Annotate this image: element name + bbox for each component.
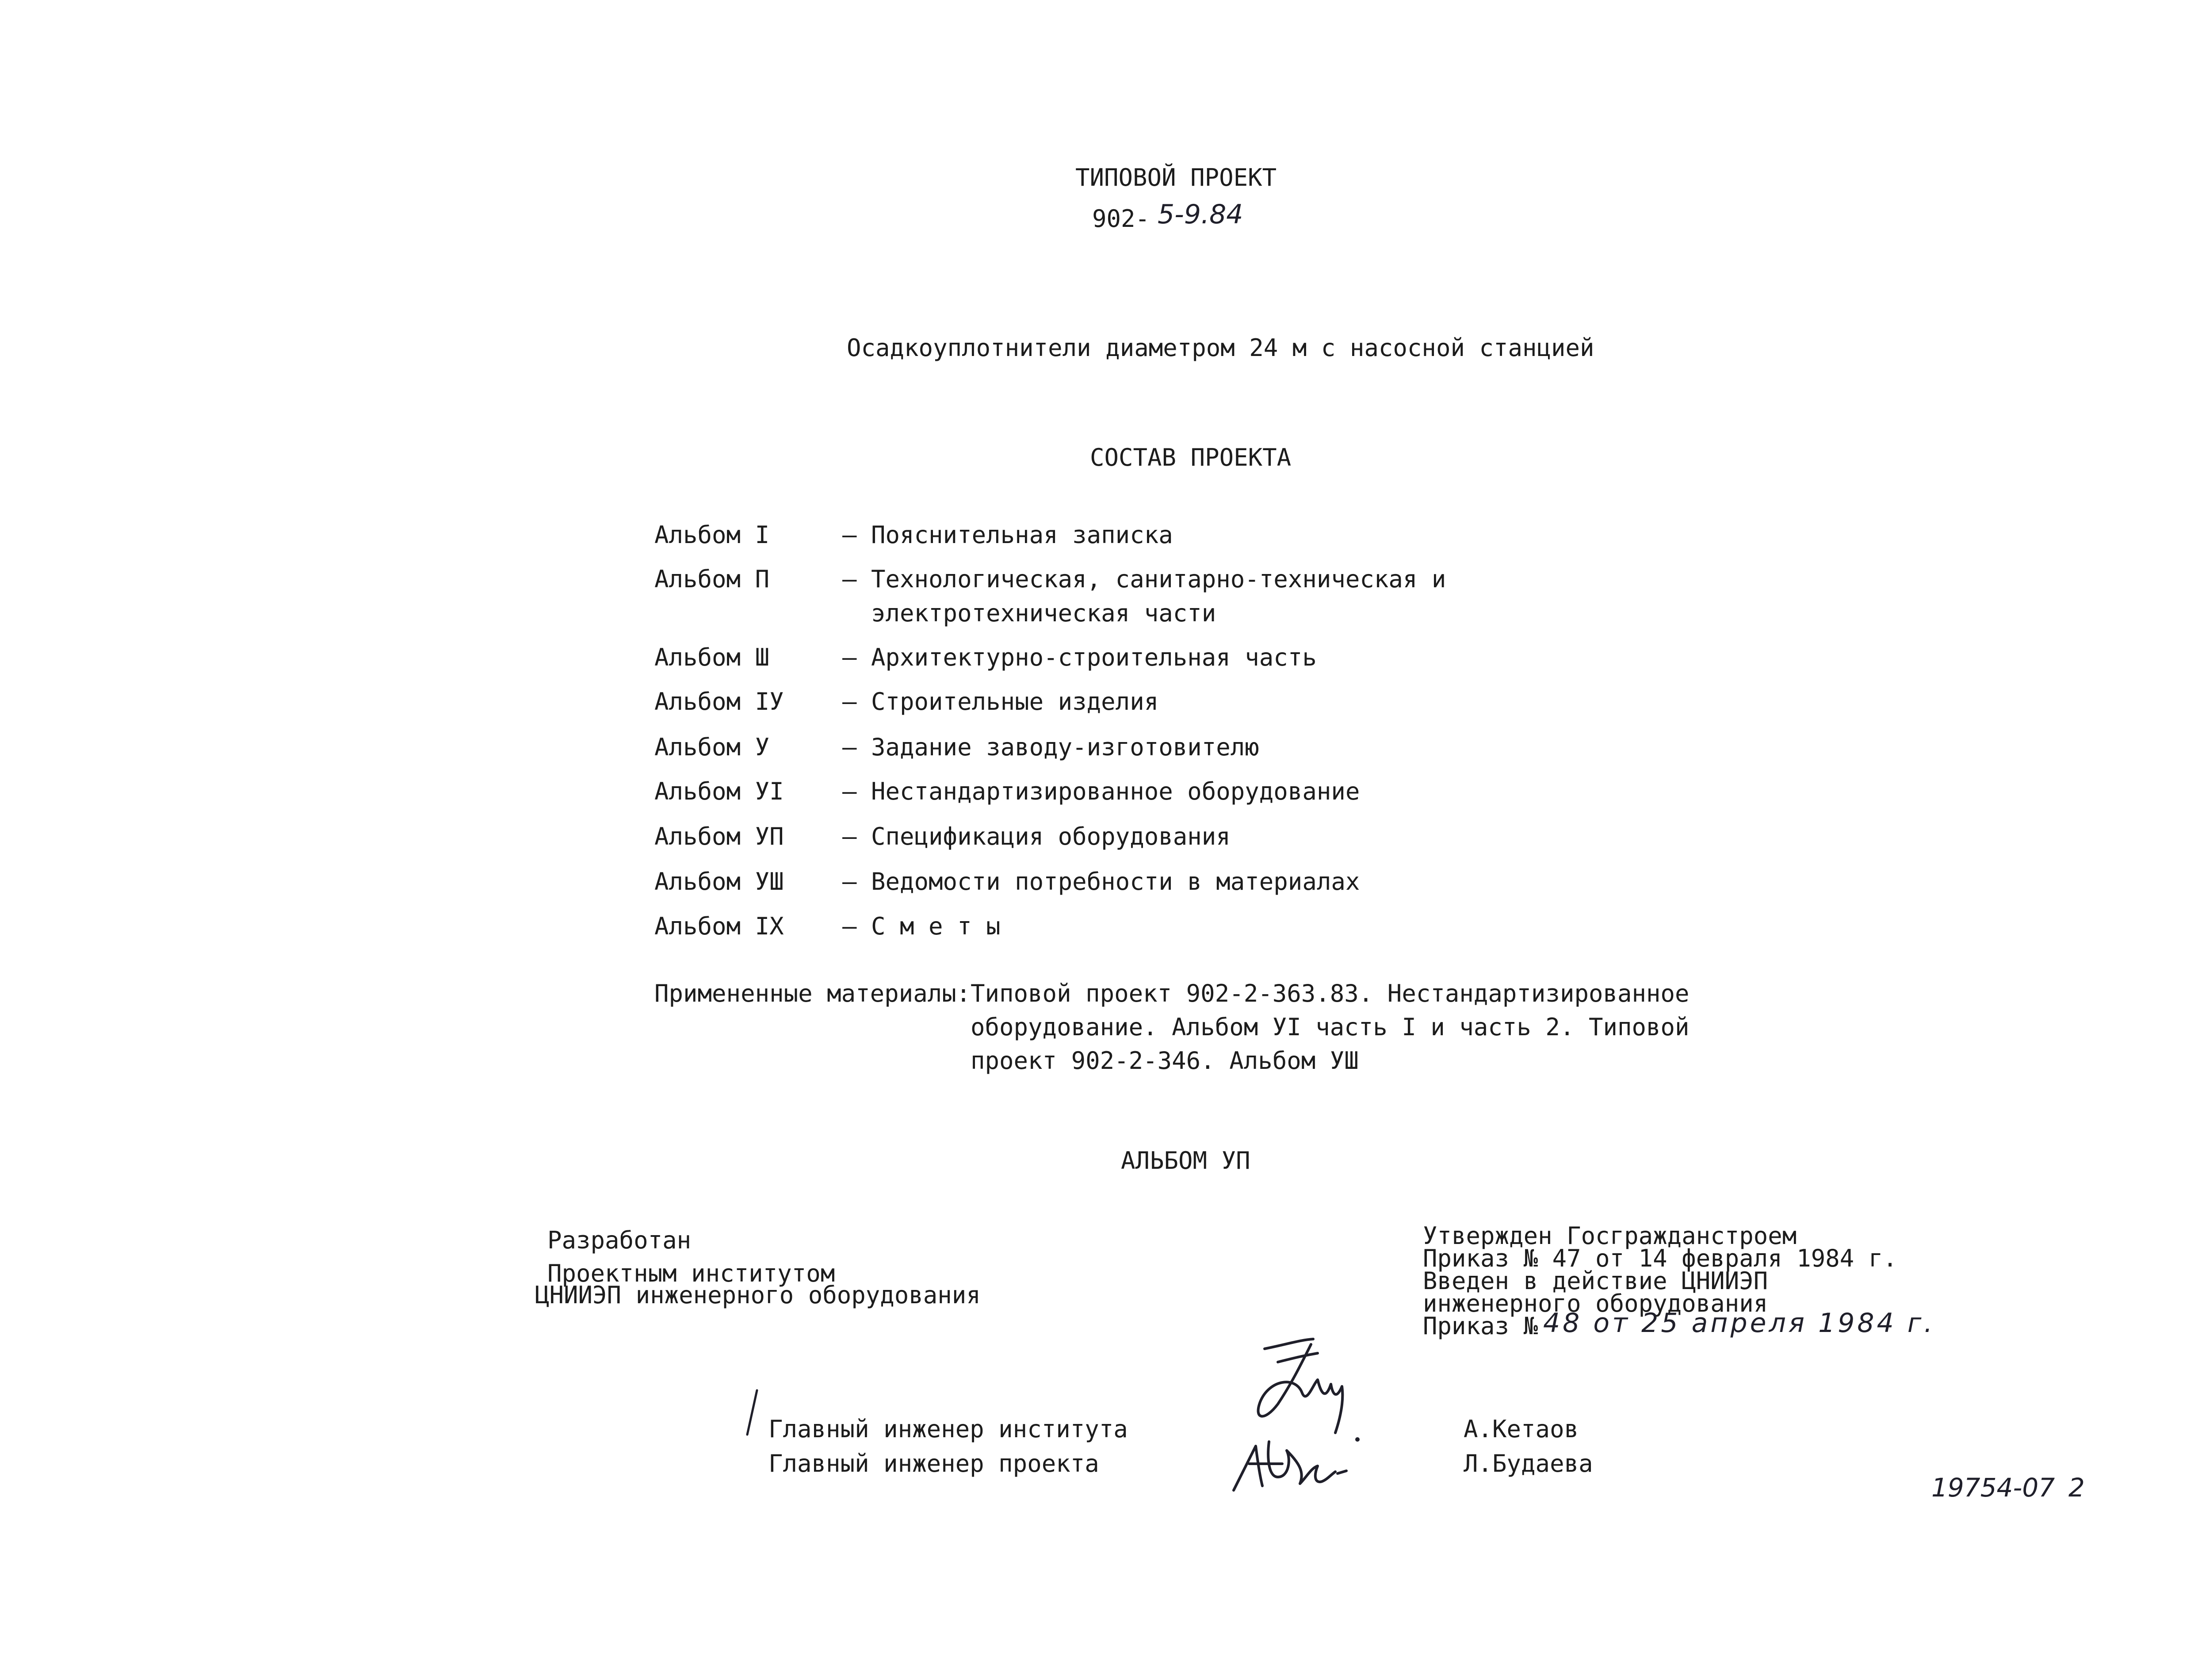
developed-label: Разработан xyxy=(547,1226,692,1254)
album-dash: – xyxy=(842,688,857,716)
approved-line-2: Приказ № 47 от 14 февраля 1984 г. xyxy=(1423,1244,1897,1272)
album-name: Альбом I xyxy=(654,521,770,549)
approved-line-4: инженерного оборудования xyxy=(1423,1290,1768,1317)
developed-institute-line-1: Проектным институтом xyxy=(547,1259,835,1287)
project-subject: Осадкоуплотнители диаметром 24 м с насосной станцией xyxy=(847,334,1594,362)
album-dash: – xyxy=(842,643,857,671)
album-name: Альбом У xyxy=(654,733,770,761)
approved-line-3: Введен в действие ЦНИИЭП xyxy=(1423,1267,1768,1295)
album-name: Альбом IX xyxy=(654,912,784,940)
album-name: Альбом УШ xyxy=(654,868,784,895)
album-description: Ведомости потребности в материалах xyxy=(871,868,1360,895)
handwritten-signatures xyxy=(1212,1331,1388,1499)
approved-line-5-prefix: Приказ № xyxy=(1423,1312,1538,1340)
album-name: Альбом IУ xyxy=(654,688,784,716)
project-number-prefix: 902- xyxy=(1092,205,1150,233)
project-title: ТИПОВОЙ ПРОЕКТ xyxy=(1075,164,1277,191)
developed-institute-line-2: ЦНИИЭП инженерного оборудования xyxy=(535,1281,981,1309)
document-number-handwritten: 19754-07 xyxy=(1931,1473,2055,1503)
margin-stroke-mark xyxy=(743,1389,761,1437)
album-dash: – xyxy=(842,777,857,805)
album-dash: – xyxy=(842,868,857,895)
signature-role-chief-engineer-project: Главный инженер проекта xyxy=(768,1450,1099,1477)
album-description: Пояснительная записка xyxy=(871,521,1173,549)
album-title: АЛЬБОМ УП xyxy=(1121,1147,1250,1175)
album-description: Архитектурно-строительная часть xyxy=(871,643,1317,671)
page-number-handwritten: 2 xyxy=(2068,1473,2085,1503)
album-dash: – xyxy=(842,912,857,940)
album-dash: – xyxy=(842,823,857,850)
album-description-cont: электротехническая части xyxy=(871,599,1216,627)
album-description: Спецификация оборудования xyxy=(871,823,1231,850)
signature-name-2: Л.Будаева xyxy=(1464,1450,1593,1477)
album-dash: – xyxy=(842,733,857,761)
materials-line-2: оборудование. Альбом УI часть I и часть 2. Типовой xyxy=(971,1013,1689,1041)
album-description: Задание заводу-изготовителю xyxy=(871,733,1259,761)
album-dash: – xyxy=(842,521,857,549)
signature-role-chief-engineer-institute: Главный инженер института xyxy=(768,1415,1128,1443)
album-name: Альбом П xyxy=(654,565,770,593)
project-number-handwritten: 5-9.84 xyxy=(1158,199,1243,230)
album-description: Строительные изделия xyxy=(871,688,1159,716)
materials-line-3: проект 902-2-346. Альбом УШ xyxy=(971,1047,1359,1075)
materials-label: Примененные материалы: xyxy=(654,980,971,1007)
album-name: Альбом УП xyxy=(654,823,784,850)
album-name: Альбом УI xyxy=(654,777,784,805)
approved-line-5-handwritten: 48 от 25 апреля 1984 г. xyxy=(1543,1308,1935,1339)
approved-line-1: Утвержден Госгражданстроем xyxy=(1423,1222,1797,1250)
album-description: Нестандартизированное оборудование xyxy=(871,777,1360,805)
album-description: С м е т ы xyxy=(871,912,1001,940)
album-description: Технологическая, санитарно-техническая и xyxy=(871,565,1446,593)
album-dash: – xyxy=(842,565,857,593)
composition-heading: СОСТАВ ПРОЕКТА xyxy=(1090,444,1292,471)
signature-name-1: А.Кетаов xyxy=(1464,1415,1579,1443)
album-name: Альбом Ш xyxy=(654,643,770,671)
materials-line-1: Типовой проект 902-2-363.83. Нестандартизированное xyxy=(971,980,1689,1007)
